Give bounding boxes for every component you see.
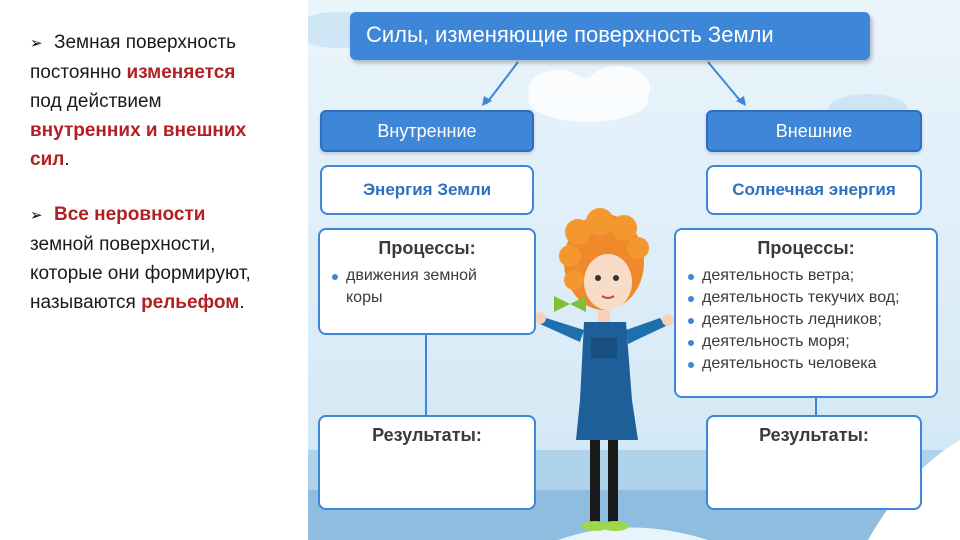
process-item: деятельность ледников; bbox=[686, 309, 936, 331]
bullet-1 bbox=[30, 28, 298, 174]
process-item: деятельность текучих вод; bbox=[686, 287, 936, 309]
process-item: движения земной bbox=[330, 265, 534, 287]
bullet-1-period: . bbox=[64, 149, 70, 170]
internal-energy: Энергия Земли bbox=[320, 165, 534, 215]
highlight-forces-end: сил bbox=[30, 149, 65, 170]
bullet-1-line-1: Земная поверхность bbox=[54, 32, 237, 53]
process-item: деятельность ветра; bbox=[686, 265, 936, 287]
internal-heading: Внутренние bbox=[320, 110, 534, 152]
external-results-box bbox=[706, 415, 922, 510]
internal-processes-box bbox=[318, 228, 536, 335]
external-energy: Солнечная энергия bbox=[706, 165, 922, 215]
highlight-relief: рельефом bbox=[141, 292, 240, 313]
arrow-bullet-icon: ➢ bbox=[30, 207, 43, 224]
external-results-title: Результаты: bbox=[759, 425, 869, 445]
internal-results-title: Результаты: bbox=[372, 425, 482, 445]
arrow-bullet-icon: ➢ bbox=[30, 35, 43, 52]
highlight-irregularities: Все неровности bbox=[54, 204, 206, 225]
bullet-1-line-2: постоянно bbox=[30, 62, 127, 83]
internal-processes-list bbox=[320, 265, 534, 309]
bullet-1-line-3: под действием bbox=[30, 91, 162, 112]
external-heading: Внешние bbox=[706, 110, 922, 152]
external-processes-title: Процессы: bbox=[757, 238, 855, 258]
cloud-decoration bbox=[528, 66, 650, 122]
process-item: коры bbox=[346, 289, 383, 306]
bullet-2-line-3: которые они формируют, bbox=[30, 263, 251, 284]
highlight-changes: изменяется bbox=[126, 62, 236, 83]
bullet-2 bbox=[30, 200, 298, 317]
process-item: деятельность моря; bbox=[686, 331, 936, 353]
bullet-2-line-4: называются bbox=[30, 292, 142, 313]
text-panel bbox=[0, 0, 308, 540]
internal-results-box bbox=[318, 415, 536, 510]
diagram-title: Силы, изменяющие поверхность Земли bbox=[350, 12, 870, 60]
bullet-2-period: . bbox=[239, 292, 245, 313]
process-item: деятельность человека bbox=[686, 353, 936, 375]
diagram-panel bbox=[308, 0, 960, 540]
internal-processes-title: Процессы: bbox=[378, 238, 476, 258]
external-processes-box bbox=[674, 228, 938, 398]
external-processes-list bbox=[676, 265, 936, 375]
highlight-forces: внутренних и внешних bbox=[30, 120, 247, 141]
bullet-2-line-2: земной поверхности, bbox=[30, 234, 216, 255]
